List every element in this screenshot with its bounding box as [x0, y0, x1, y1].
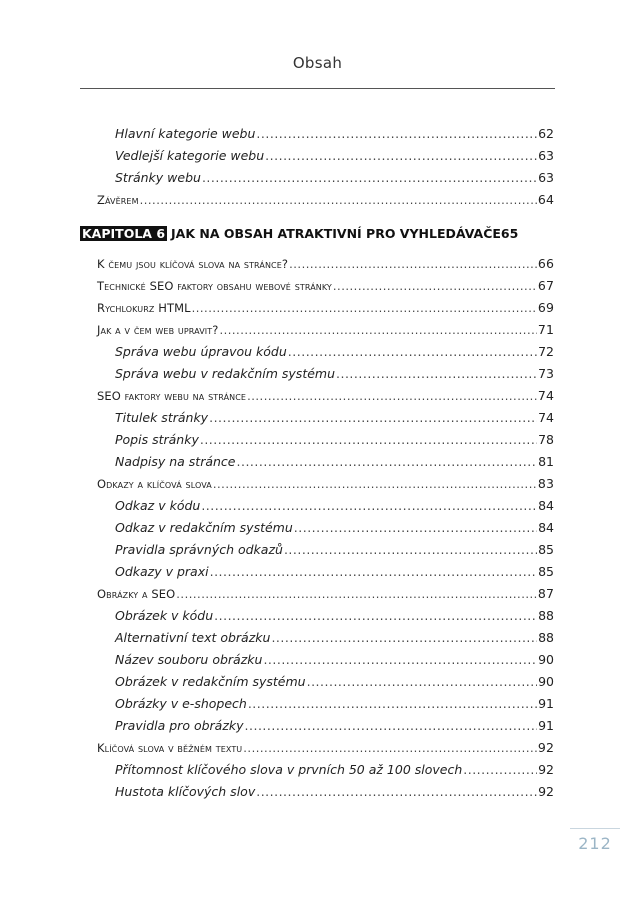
toc-entry-page: 88: [538, 630, 554, 645]
toc-subsection-entry[interactable]: [97, 674, 554, 696]
dot-leader: [271, 630, 537, 645]
toc-subsection-entry[interactable]: [97, 630, 554, 652]
toc-section-entry[interactable]: [97, 586, 554, 608]
dot-leader: [307, 674, 537, 689]
dot-leader: [210, 564, 538, 579]
toc-entry-page: 92: [538, 784, 554, 799]
toc-entry-title: Přítomnost klíčového slova v prvních 50 až 100 slovech: [115, 762, 463, 777]
toc-entry-title: Odkaz v kódu: [115, 498, 201, 513]
toc-entry-title: Odkazy a klíčová slova: [97, 477, 212, 491]
toc-entry-title: Správa webu úpravou kódu: [115, 344, 287, 359]
toc-entry-page: 63: [538, 148, 554, 163]
toc-subsection-entry[interactable]: [97, 148, 554, 170]
toc-section-entry[interactable]: [97, 740, 554, 762]
toc-entry-title: Odkazy v praxi: [115, 564, 209, 579]
dot-leader: [219, 323, 536, 337]
toc-entry-title: Hustota klíčových slov: [115, 784, 256, 799]
toc-subsection-entry[interactable]: [97, 170, 554, 192]
toc-subsection-entry[interactable]: [97, 520, 554, 542]
toc-entry-page: 69: [537, 300, 554, 315]
toc-entry-title: Klíčová slova v běžném textu: [97, 741, 243, 755]
chapter-badge: KAPITOLA 6: [82, 226, 166, 241]
toc-subsection-entry[interactable]: [97, 410, 554, 432]
toc-entry-title: Závěrem: [97, 193, 139, 207]
toc-entry-page: 92: [538, 762, 554, 777]
toc-entry-title: Stránky webu: [115, 170, 201, 185]
dot-leader: [336, 366, 537, 381]
dot-leader: [265, 148, 537, 163]
toc-entry-title: Název souboru obrázku: [115, 652, 263, 667]
toc-entry-page: 85: [538, 564, 554, 579]
toc-entry-page: 73: [538, 366, 554, 381]
toc-entry-title: Technické SEO faktory obsahu webové stránky: [97, 279, 332, 293]
dot-leader: [200, 432, 537, 447]
dot-leader: [247, 389, 537, 403]
dot-leader: [294, 520, 537, 535]
toc-section-entry[interactable]: [97, 192, 554, 214]
toc-entry-page: 83: [537, 476, 554, 491]
dot-leader: [288, 344, 537, 359]
toc-entry-title: Alternativní text obrázku: [115, 630, 271, 645]
toc-entry-page: 78: [538, 432, 554, 447]
toc-entry-page: 81: [538, 454, 554, 469]
dot-leader: [256, 784, 537, 799]
dot-leader: [248, 696, 537, 711]
dot-leader: [237, 454, 538, 469]
dot-leader: [263, 652, 537, 667]
toc-subsection-entry[interactable]: [97, 344, 554, 366]
dot-leader: [140, 193, 537, 207]
dot-leader: [176, 587, 537, 601]
toc-section-entry[interactable]: [97, 256, 554, 278]
dot-leader: [333, 279, 537, 293]
toc-entry-title: Pravidla pro obrázky: [115, 718, 244, 733]
toc-subsection-entry[interactable]: [97, 498, 554, 520]
toc-entry-page: 71: [537, 322, 554, 337]
toc-subsection-entry[interactable]: [97, 454, 554, 476]
toc-entry-page: 87: [537, 586, 554, 601]
toc-entry-title: Obrázek v kódu: [115, 608, 214, 623]
toc-subsection-entry[interactable]: [97, 432, 554, 454]
toc-subsection-entry[interactable]: [97, 366, 554, 388]
toc-entry-title: Nadpisy na stránce: [115, 454, 236, 469]
toc-entry-page: 88: [538, 608, 554, 623]
toc-entry-title: Hlavní kategorie webu: [115, 126, 256, 141]
dot-leader: [214, 608, 537, 623]
toc-entry-title: Rychlokurz HTML: [97, 301, 191, 315]
toc-entry-page: 91: [538, 718, 554, 733]
dot-leader: [209, 410, 537, 425]
toc-entry-title: Jak a v čem web upravit?: [97, 323, 219, 337]
toc-subsection-entry[interactable]: [97, 762, 554, 784]
toc-entry-page: 64: [537, 192, 554, 207]
toc-section-entry[interactable]: [97, 322, 554, 344]
toc-subsection-entry[interactable]: [97, 696, 554, 718]
dot-leader: [245, 718, 538, 733]
toc-entry-title: Obrázky a SEO: [97, 587, 176, 601]
toc-entry-page: 85: [538, 542, 554, 557]
table-of-contents: [82, 126, 554, 806]
toc-entry-page: 66: [537, 256, 554, 271]
toc-entry-page: 62: [538, 126, 554, 141]
dot-leader: [463, 762, 537, 777]
toc-subsection-entry[interactable]: [97, 542, 554, 564]
toc-subsection-entry[interactable]: [97, 126, 554, 148]
toc-entry-title: Obrázky v e-shopech: [115, 696, 247, 711]
dot-leader: [201, 498, 537, 513]
toc-entry-title: Vedlejší kategorie webu: [115, 148, 265, 163]
toc-entry-page: 84: [538, 498, 554, 513]
toc-entry-page: 84: [538, 520, 554, 535]
toc-subsection-entry[interactable]: [97, 608, 554, 630]
page-header-title: Obsah: [292, 54, 343, 72]
dot-leader: [243, 741, 537, 755]
toc-entry-page: 74: [537, 388, 554, 403]
dot-leader: [202, 170, 537, 185]
dot-leader: [284, 542, 537, 557]
toc-entry-page: 91: [538, 696, 554, 711]
dot-leader: [213, 477, 537, 491]
toc-entry-page: 92: [537, 740, 554, 755]
toc-subsection-entry[interactable]: [97, 652, 554, 674]
toc-entry-title: K čemu jsou klíčová slova na stránce?: [97, 257, 289, 271]
toc-section-entry[interactable]: [97, 388, 554, 410]
toc-subsection-entry[interactable]: [97, 718, 554, 740]
toc-entry-page: 65: [500, 226, 519, 241]
toc-entry-page: 90: [538, 652, 554, 667]
toc-entry-page: 74: [538, 410, 554, 425]
toc-entry-title: Pravidla správných odkazů: [115, 542, 283, 557]
toc-entry-page: 72: [538, 344, 554, 359]
toc-entry-title: Obrázek v redakčním systému: [115, 674, 306, 689]
toc-entry-title: Správa webu v redakčním systému: [115, 366, 336, 381]
dot-leader: [289, 257, 537, 271]
dot-leader: [256, 126, 537, 141]
toc-entry-title: SEO faktory webu na stránce: [97, 389, 247, 403]
toc-entry-page: 67: [537, 278, 554, 293]
toc-section-entry[interactable]: [97, 300, 554, 322]
header-divider: [80, 88, 555, 89]
toc-subsection-entry[interactable]: [97, 784, 554, 806]
toc-entry-title: JAK NA OBSAH ATRAKTIVNÍ PRO VYHLEDÁVAČE: [171, 226, 501, 241]
dot-leader: [192, 301, 537, 315]
toc-entry-title: Odkaz v redakčním systému: [115, 520, 293, 535]
toc-chapter-entry[interactable]: [80, 226, 554, 248]
toc-section-entry[interactable]: [97, 278, 554, 300]
toc-entry-page: 63: [538, 170, 554, 185]
page-number: 212: [578, 834, 612, 853]
toc-section-entry[interactable]: [97, 476, 554, 498]
toc-entry-title: Popis stránky: [115, 432, 199, 447]
toc-subsection-entry[interactable]: [97, 564, 554, 586]
page-number-divider: [570, 828, 620, 829]
toc-entry-title: Titulek stránky: [115, 410, 209, 425]
toc-entry-page: 90: [538, 674, 554, 689]
